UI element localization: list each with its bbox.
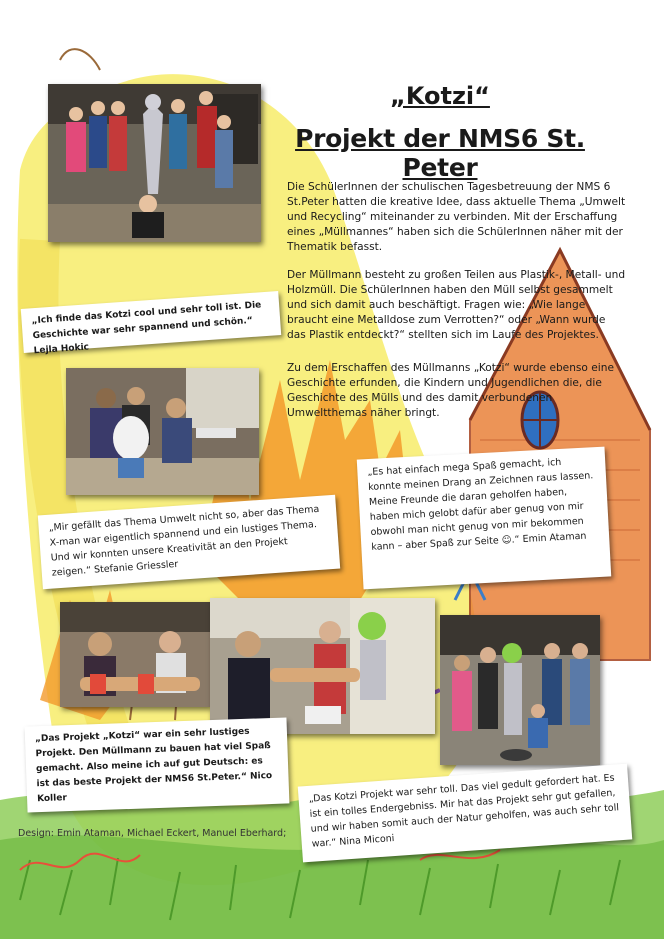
group-photo <box>48 84 261 242</box>
design-credits: Design: Emin Ataman, Michael Eckert, Manuel Eberhard; <box>18 828 287 839</box>
boy-robot-photo <box>210 598 435 734</box>
article-paragraph: Der Müllmann besteht zu großen Teilen aus Plastik-, Metall- und Holzmüll. Die SchülerInnen haben den Müll selbst gesammelt und sich damit auch beschäftigt. Fragen wie: „Wie lange braucht eine Metalldose zum Verrotten?“ oder „Wann wurde das Plastik entdeckt?“ stellten sich im Laufe des Projektes. <box>287 269 626 341</box>
quote-nico-text: „Das Projekt „Kotzi“ war ein sehr lustiges Projekt. Den Müllmann zu bauen hat viel Spaß gemacht. Also meine ich auf gut Deutsch: es ist das beste Projekt der NMS6 St.Peter.“ Nico Koller <box>34 726 273 805</box>
quote-lejla-text: „Ich finde das Kotzi cool und sehr toll ist. Die Geschichte war sehr spannend und schön.“ Lejla Hokic <box>31 300 262 357</box>
article-paragraph: Die SchülerInnen der schulischen Tagesbetreuung der NMS 6 St.Peter hatten die kreative Idee, dass aktuelle Thema „Umwelt und Recycling“ miteinander zu verbinden. Mit der Erschaffung eines „Müllmannes“ haben sich die SchülerInnen näher mit der Thematik befasst. <box>287 181 626 253</box>
quote-nico <box>25 717 290 812</box>
page-title: „Kotzi“ <box>390 82 490 110</box>
page-subtitle: Projekt der NMS6 St. Peter <box>295 124 585 182</box>
quote-stefanie-text: „Mir gefällt das Thema Umwelt nicht so, aber das Thema X-man war eigentlich spannend und ein lustiges Thema. Und wir konnten unsere Kreativität an den Projekt zeigen.“ Stefanie Griessler <box>48 503 320 579</box>
group-robot-photo <box>440 615 600 765</box>
article-paragraph: Zu dem Erschaffen des Müllmanns „Kotzi“ wurde ebenso eine Geschichte erfunden, die Kindern und Jugendlichen die, die Geschichte des Mülls und des damit verbundenen Umweltthemas näher bringt. <box>287 362 614 419</box>
girls-photo <box>60 602 210 707</box>
quote-nina-text: „Das Kotzi Projekt war sehr toll. Das viel gedult gefordert hat. Es ist ein tolles Endergebniss. Mir hat das Projekt sehr gut gefallen, und wir haben somit auch der Natur geholfen, was auch sehr toll war.“ Nina Miconi <box>308 772 620 850</box>
quote-emin-text: „Es hat einfach mega Spaß gemacht, ich konnte meinen Drang an Zeichnen raus lassen. Meine Freunde die daran geholfen haben, haben mich gelobt dafür aber genug von mir obwohl man nicht genug von mir bekommen kann – aber Spaß zur Seite ☺.“ Emin Ataman <box>367 456 594 553</box>
quote-emin <box>357 447 611 590</box>
craft-photo <box>66 368 259 495</box>
